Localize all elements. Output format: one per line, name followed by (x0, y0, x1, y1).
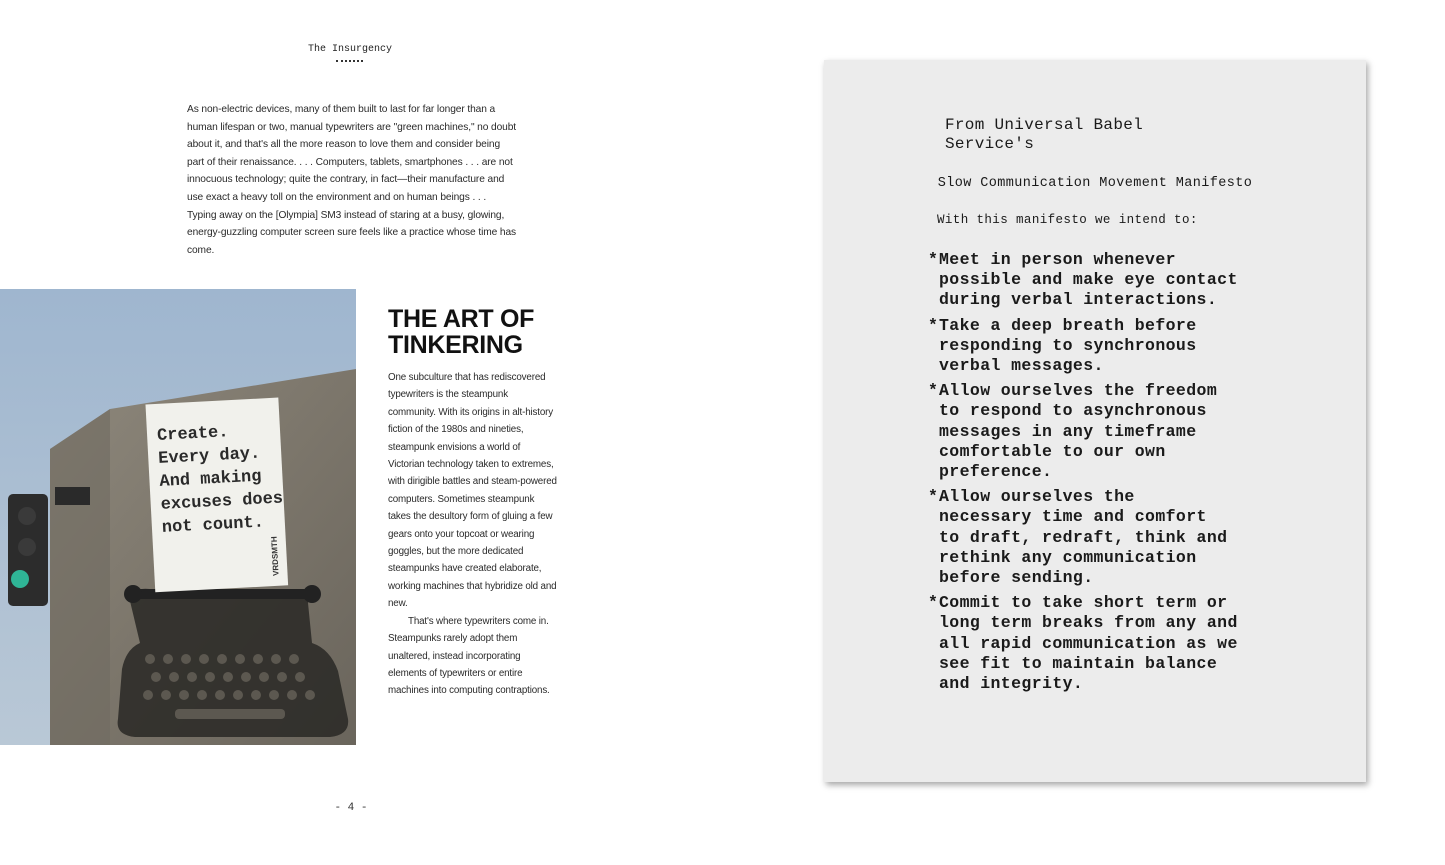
manifesto-title: Slow Communication Movement Manifesto (937, 176, 1253, 191)
running-head: The Insurgency (307, 44, 392, 55)
sign-line: And making (159, 467, 262, 492)
manifesto-item (928, 250, 1288, 311)
page-number: - 4 - (334, 802, 368, 814)
body-paragraph: That's where typewriters come in. Steampunks rarely adopt them unaltered, instead incorporating elements of typewriters or entire machines into computing contraptions. (388, 615, 550, 697)
item-line: Meet in person whenever (939, 250, 1176, 269)
bullet-asterisk: * (928, 381, 939, 401)
bullet-asterisk: * (928, 250, 939, 269)
item-line: preference. (939, 462, 1053, 482)
item-line: to respond to asynchronous (939, 401, 1207, 421)
manifesto-intro: With this manifesto we intend to: (937, 213, 1198, 227)
sign-line: Every day. (157, 444, 261, 469)
section-body (388, 369, 558, 700)
manifesto-item (928, 316, 1288, 377)
item-line: possible and make eye contact (939, 270, 1238, 290)
sign-line: Create. (156, 423, 229, 446)
bullet-asterisk: * (928, 487, 939, 507)
item-line: Allow ourselves the (939, 487, 1135, 507)
intro-paragraph: As non-electric devices, many of them built to last for far longer than a human lifespan or two, manual typewriters are "green machines," no doubt about it, and that's all the more reason to love them and consider being part of their renaissance. . . . Computers, tablets, smartphones . . . are not innocuous technology; quite the contrary, in fact—their manufacture and use exact a heavy toll on the environment and on human beings . . . Typing away on the [Olympia] SM3 instead of staring at a busy, glowing, energy-guzzling computer screen sure feels like a practice whose time has come. (187, 104, 517, 256)
heading-line: TINKERING (388, 331, 523, 359)
item-line: necessary time and comfort (939, 507, 1207, 527)
item-line: rethink any communication (939, 547, 1197, 567)
paper-sign (145, 398, 288, 593)
item-line: during verbal interactions. (939, 290, 1218, 310)
item-line: long term breaks from any and (939, 613, 1238, 633)
item-line: responding to synchronous (939, 335, 1197, 355)
section-heading (388, 306, 588, 358)
manifesto-list (928, 250, 1288, 699)
item-line: all rapid communication as we (939, 633, 1238, 653)
bullet-asterisk: * (928, 593, 939, 613)
item-line: Commit to take short term or (939, 593, 1228, 613)
intro-quote (187, 101, 517, 259)
heading-line: THE ART OF (388, 305, 535, 333)
source-line: From Universal Babel (945, 116, 1144, 134)
body-paragraph: One subculture that has rediscovered typewriters is the steampunk community. With its origins in alt-history fiction of the 1980s and nineties, steampunk envisions a world of Victorian technology taken to extremes, with dirigible battles and steam-powered computers. Sometimes steampunk takes the desultory form of gluing a few gears onto your topcoat or wearing goggles, but the more dedicated steampunks have created elaborate, working machines that hybridize old and new. (388, 372, 557, 610)
item-line: to draft, redraft, think and (939, 527, 1228, 547)
item-line: Take a deep breath before (939, 315, 1197, 335)
item-line: before sending. (939, 568, 1094, 588)
running-head-rule (336, 60, 363, 62)
bullet-asterisk: * (928, 315, 939, 335)
sign-line: excuses does (160, 489, 284, 515)
manifesto-card (824, 60, 1366, 782)
manifesto-source (945, 116, 1275, 154)
manifesto-item (928, 487, 1288, 588)
typewriter-street-art-photo (0, 289, 356, 745)
item-line: see fit to maintain balance (939, 653, 1218, 673)
sign-signature: VRDSMTH (269, 536, 281, 577)
item-line: and integrity. (939, 674, 1084, 694)
item-line: messages in any timeframe (939, 421, 1197, 441)
item-line: comfortable to our own (939, 441, 1166, 461)
manifesto-item (928, 381, 1288, 482)
manifesto-item (928, 593, 1288, 694)
item-line: Allow ourselves the freedom (939, 381, 1218, 401)
sign-line: not count. (161, 513, 265, 538)
source-line: Service's (945, 135, 1035, 153)
item-line: verbal messages. (939, 356, 1104, 376)
